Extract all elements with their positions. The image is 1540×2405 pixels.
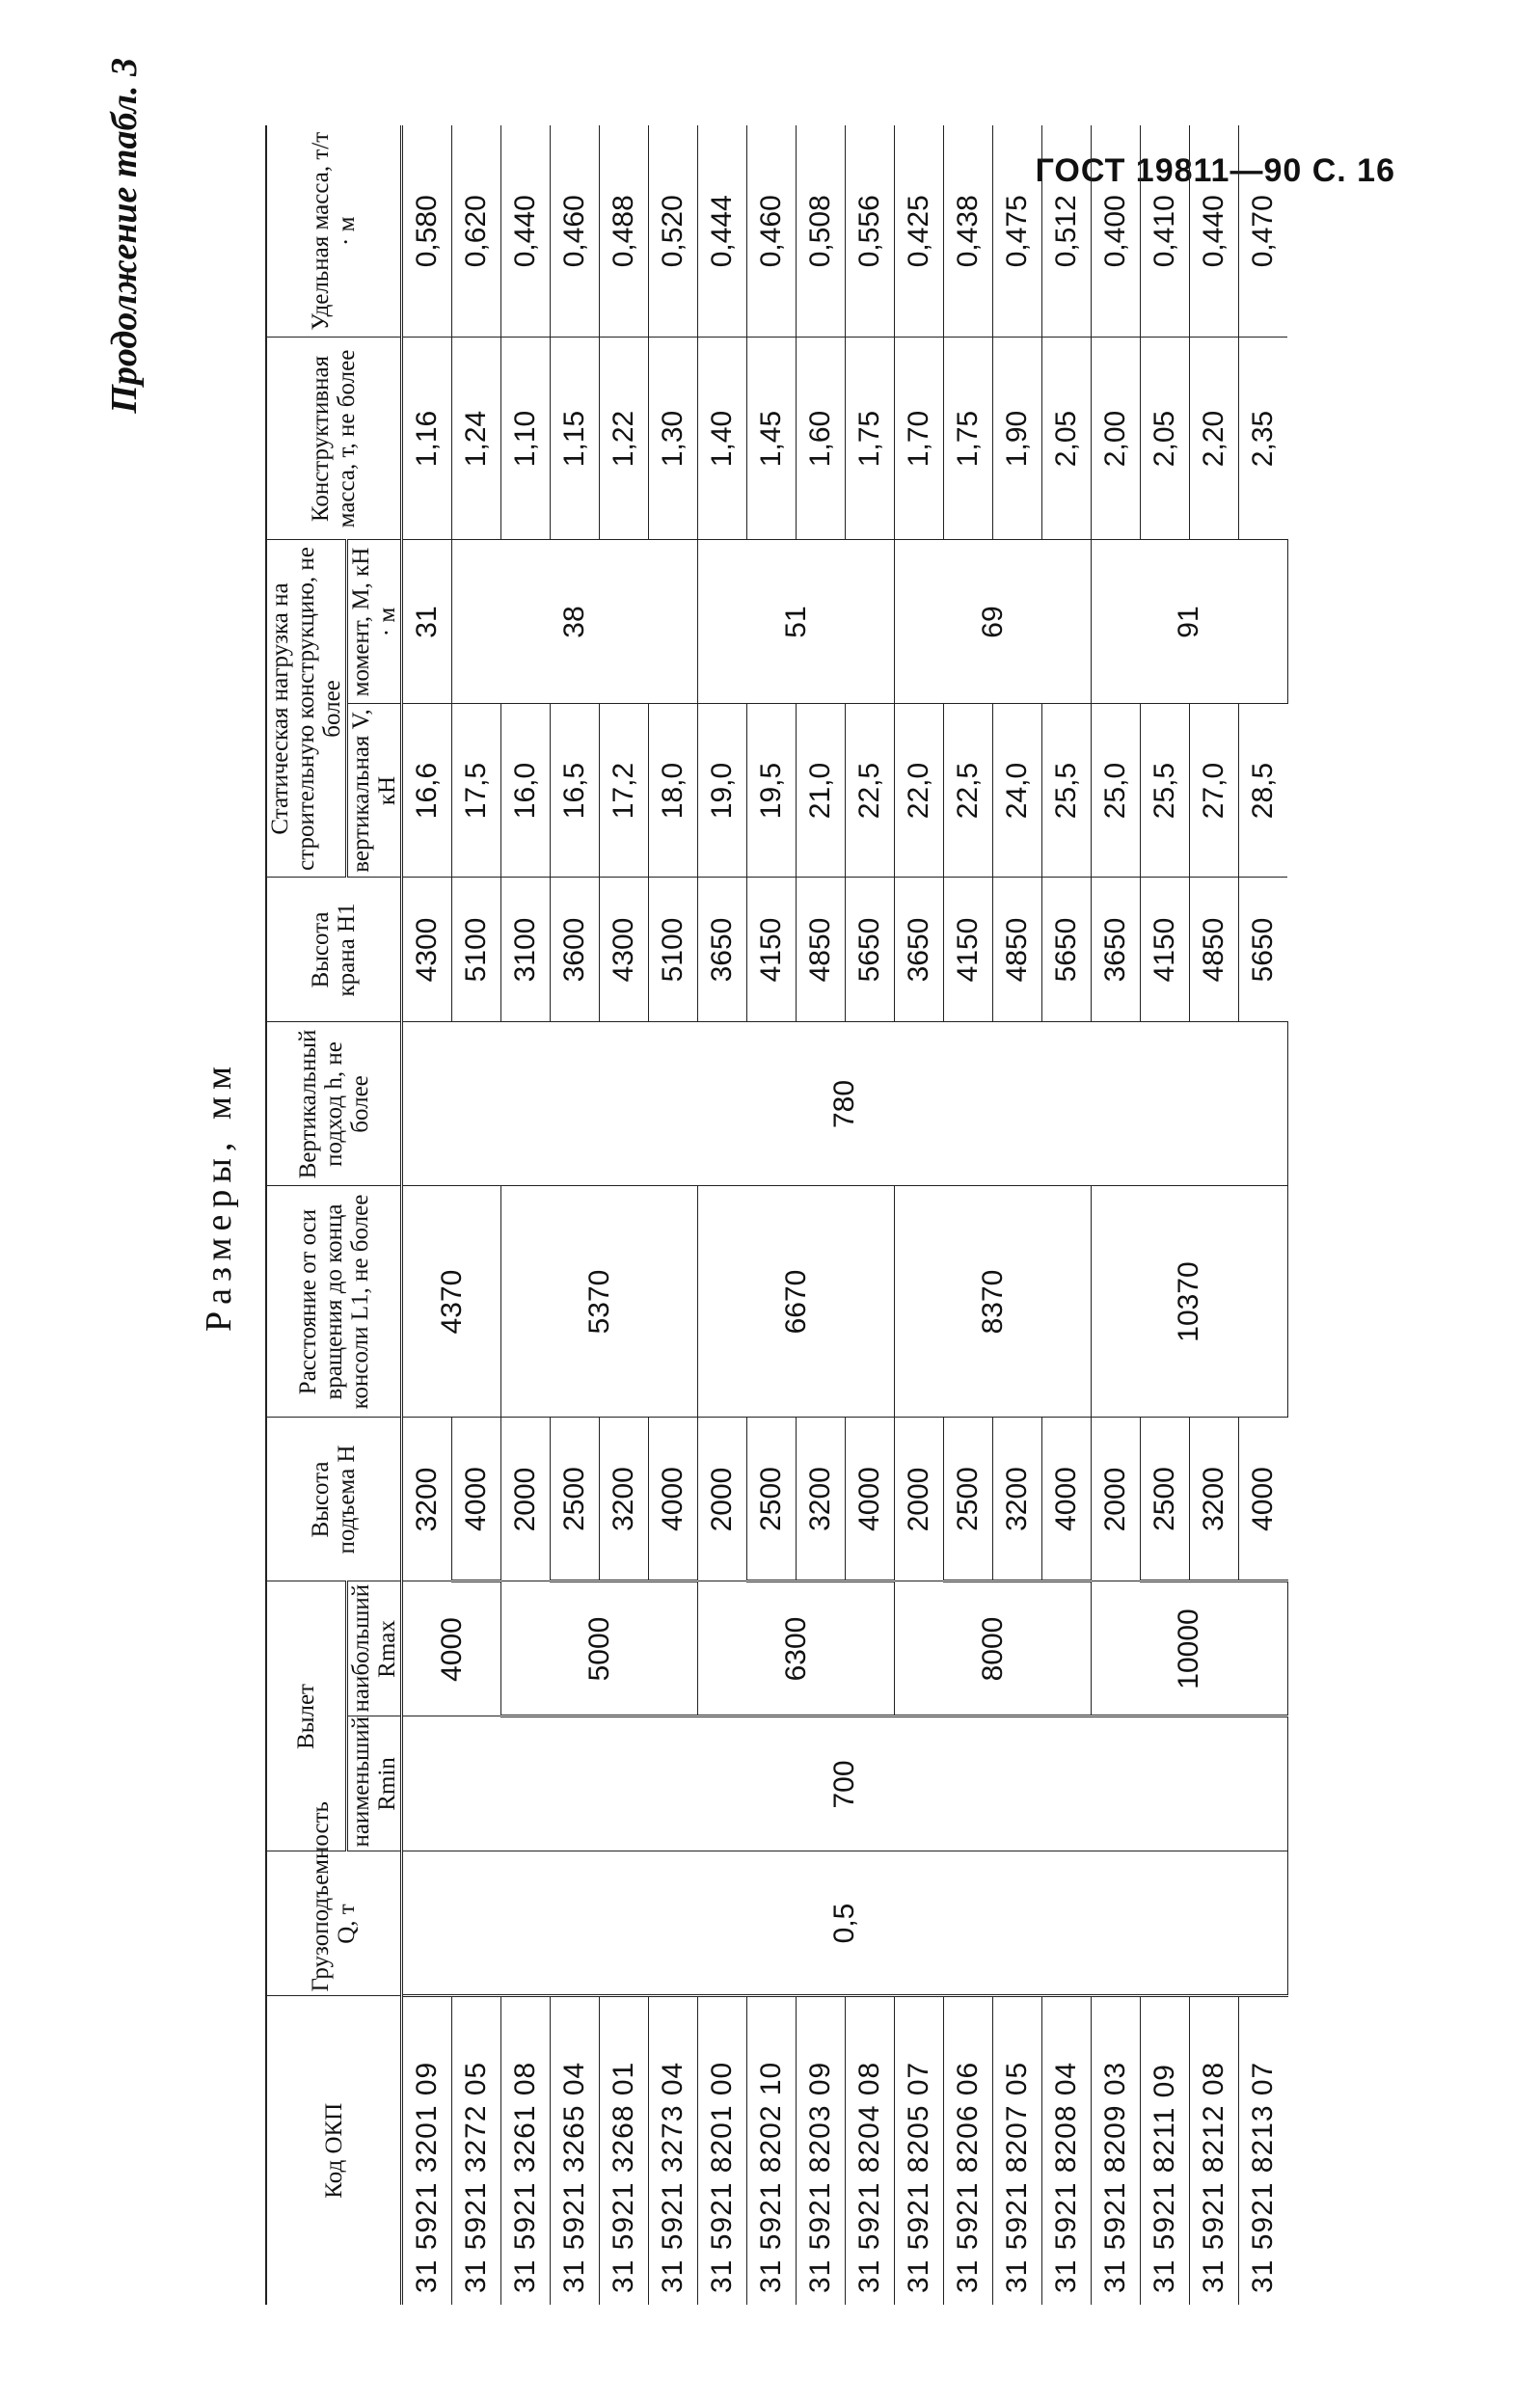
cell-code: 31 5921 8202 10	[747, 1996, 797, 2305]
cell-structural-mass: 1,10	[501, 338, 551, 540]
cell-lift-height: 3200	[600, 1418, 649, 1581]
cell-specific-mass: 0,508	[797, 125, 846, 338]
cell-lift-height: 4000	[452, 1418, 501, 1581]
header-code: Код ОКП	[266, 1996, 402, 2305]
cell-distance: 5370	[501, 1186, 698, 1418]
cell-crane-height: 4850	[993, 878, 1042, 1022]
cell-vertical-load: 27,0	[1190, 704, 1239, 878]
page-header: ГОСТ 19811—90 С. 16	[1035, 152, 1395, 189]
header-moment: момент, M, кН · м	[347, 540, 402, 704]
cell-code: 31 5921 8211 09	[1141, 1996, 1190, 2305]
cell-specific-mass: 0,460	[747, 125, 797, 338]
cell-lift-height: 2000	[698, 1418, 747, 1581]
cell-crane-height: 4850	[797, 878, 846, 1022]
cell-moment: 31	[402, 540, 452, 704]
cell-specific-mass: 0,488	[600, 125, 649, 338]
cell-specific-mass: 0,460	[551, 125, 600, 338]
cell-crane-height: 3600	[551, 878, 600, 1022]
cell-specific-mass: 0,440	[501, 125, 551, 338]
table-body	[402, 125, 1288, 2305]
cell-moment: 91	[1092, 540, 1288, 704]
cell-specific-mass: 0,520	[649, 125, 698, 338]
cell-code: 31 5921 8205 07	[895, 1996, 944, 2305]
header-reach-max: наибольший Rmax	[347, 1581, 402, 1716]
cell-crane-height: 3100	[501, 878, 551, 1022]
cell-vertical-load: 28,5	[1239, 704, 1288, 878]
cell-code: 31 5921 8206 06	[944, 1996, 993, 2305]
cell-crane-height: 4300	[402, 878, 452, 1022]
cell-vertical-load: 22,5	[944, 704, 993, 878]
cell-structural-mass: 2,05	[1141, 338, 1190, 540]
cell-vertical-load: 21,0	[797, 704, 846, 878]
cell-specific-mass: 0,444	[698, 125, 747, 338]
header-row-1	[266, 125, 347, 2305]
cell-crane-height: 5650	[846, 878, 895, 1022]
header-specific-mass: Удельная масса, т/т · м	[266, 125, 402, 338]
cell-distance: 10370	[1092, 1186, 1288, 1418]
cell-vertical-load: 16,0	[501, 704, 551, 878]
cell-crane-height: 4300	[600, 878, 649, 1022]
cell-reach-max: 5000	[501, 1581, 698, 1716]
cell-structural-mass: 2,00	[1092, 338, 1141, 540]
cell-vertical-approach: 780	[402, 1022, 1288, 1186]
cell-crane-height: 3650	[698, 878, 747, 1022]
cell-lift-height: 2500	[551, 1418, 600, 1581]
cell-vertical-load: 19,0	[698, 704, 747, 878]
cell-specific-mass: 0,438	[944, 125, 993, 338]
cell-code: 31 5921 8201 00	[698, 1996, 747, 2305]
cell-specific-mass: 0,440	[1190, 125, 1239, 338]
header-capacity: Грузоподъемность Q, т	[266, 1851, 402, 1996]
cell-structural-mass: 1,45	[747, 338, 797, 540]
cell-code: 31 5921 8208 04	[1042, 1996, 1092, 2305]
cell-lift-height: 2000	[501, 1418, 551, 1581]
cell-reach-max: 4000	[402, 1581, 501, 1716]
cell-vertical-load: 25,0	[1092, 704, 1141, 878]
cell-structural-mass: 1,90	[993, 338, 1042, 540]
table-row	[402, 125, 452, 2305]
cell-lift-height: 2000	[1092, 1418, 1141, 1581]
cell-lift-height: 2000	[895, 1418, 944, 1581]
cell-vertical-load: 16,6	[402, 704, 452, 878]
cell-capacity: 0,5	[402, 1851, 1288, 1996]
cell-code: 31 5921 3261 08	[501, 1996, 551, 2305]
rotated-table-block	[101, 48, 1355, 2363]
cell-crane-height: 5100	[649, 878, 698, 1022]
cell-reach-max: 10000	[1092, 1581, 1288, 1716]
cell-lift-height: 2500	[1141, 1418, 1190, 1581]
cell-crane-height: 4150	[1141, 878, 1190, 1022]
cell-code: 31 5921 3272 05	[452, 1996, 501, 2305]
cell-specific-mass: 0,470	[1239, 125, 1288, 338]
cell-specific-mass: 0,425	[895, 125, 944, 338]
cell-distance: 6670	[698, 1186, 895, 1418]
cell-crane-height: 5650	[1239, 878, 1288, 1022]
cell-vertical-load: 22,5	[846, 704, 895, 878]
cell-distance: 8370	[895, 1186, 1092, 1418]
cell-structural-mass: 2,20	[1190, 338, 1239, 540]
header-structural-mass: Конструктивная масса, т, не более	[266, 338, 402, 540]
cell-code: 31 5921 3268 01	[600, 1996, 649, 2305]
cell-reach-max: 6300	[698, 1581, 895, 1716]
cell-lift-height: 2500	[944, 1418, 993, 1581]
cell-code: 31 5921 3201 09	[402, 1996, 452, 2305]
cell-structural-mass: 1,75	[846, 338, 895, 540]
cell-lift-height: 4000	[649, 1418, 698, 1581]
cell-code: 31 5921 8203 09	[797, 1996, 846, 2305]
cell-lift-height: 2500	[747, 1418, 797, 1581]
cell-structural-mass: 1,24	[452, 338, 501, 540]
dimensions-title: Размеры, мм	[199, 1060, 239, 1333]
header-reach-min: наименьший Rmin	[347, 1716, 402, 1851]
cell-code: 31 5921 3273 04	[649, 1996, 698, 2305]
cell-specific-mass: 0,410	[1141, 125, 1190, 338]
cell-code: 31 5921 3265 04	[551, 1996, 600, 2305]
cell-structural-mass: 1,15	[551, 338, 600, 540]
cell-reach-max: 8000	[895, 1581, 1092, 1716]
cell-vertical-load: 17,2	[600, 704, 649, 878]
header-vertical-load: вертикальная V, кН	[347, 704, 402, 878]
cell-moment: 51	[698, 540, 895, 704]
table-caption: Продолжение табл. 3	[104, 58, 145, 414]
cell-lift-height: 4000	[1239, 1418, 1288, 1581]
cell-structural-mass: 1,16	[402, 338, 452, 540]
cell-structural-mass: 1,40	[698, 338, 747, 540]
cell-vertical-load: 19,5	[747, 704, 797, 878]
cell-vertical-load: 25,5	[1042, 704, 1092, 878]
cell-specific-mass: 0,556	[846, 125, 895, 338]
cell-code: 31 5921 8209 03	[1092, 1996, 1141, 2305]
cell-structural-mass: 1,75	[944, 338, 993, 540]
cell-distance: 4370	[402, 1186, 501, 1418]
cell-vertical-load: 25,5	[1141, 704, 1190, 878]
cell-structural-mass: 1,30	[649, 338, 698, 540]
header-vertical-approach: Вертикальный подход h, не более	[266, 1022, 402, 1186]
cell-lift-height: 3200	[402, 1418, 452, 1581]
cell-lift-height: 3200	[1190, 1418, 1239, 1581]
cell-lift-height: 3200	[797, 1418, 846, 1581]
cell-vertical-load: 24,0	[993, 704, 1042, 878]
cell-crane-height: 4150	[944, 878, 993, 1022]
cell-structural-mass: 1,70	[895, 338, 944, 540]
cell-moment: 38	[452, 540, 698, 704]
header-distance: Расстояние от оси вращения до конца консоли L1, не более	[266, 1186, 402, 1418]
cell-code: 31 5921 8204 08	[846, 1996, 895, 2305]
cell-vertical-load: 16,5	[551, 704, 600, 878]
cell-reach-min: 700	[402, 1716, 1288, 1851]
cell-code: 31 5921 8212 08	[1190, 1996, 1239, 2305]
cell-crane-height: 3650	[895, 878, 944, 1022]
cell-crane-height: 4850	[1190, 878, 1239, 1022]
header-crane-height: Высота крана H1	[266, 878, 402, 1022]
cell-code: 31 5921 8213 07	[1239, 1996, 1288, 2305]
cell-lift-height: 4000	[846, 1418, 895, 1581]
cell-specific-mass: 0,620	[452, 125, 501, 338]
cell-structural-mass: 1,60	[797, 338, 846, 540]
cell-vertical-load: 22,0	[895, 704, 944, 878]
cell-moment: 69	[895, 540, 1092, 704]
cell-structural-mass: 1,22	[600, 338, 649, 540]
header-static-load: Статическая нагрузка на строительную конструкцию, не более	[266, 540, 347, 878]
cell-vertical-load: 18,0	[649, 704, 698, 878]
cell-structural-mass: 2,35	[1239, 338, 1288, 540]
header-lift-height: Высота подъема H	[266, 1418, 402, 1581]
cell-crane-height: 5100	[452, 878, 501, 1022]
cell-vertical-load: 17,5	[452, 704, 501, 878]
cell-specific-mass: 0,580	[402, 125, 452, 338]
crane-specs-table	[265, 125, 1288, 2305]
header-reach: Вылет	[266, 1581, 347, 1851]
cell-crane-height: 4150	[747, 878, 797, 1022]
cell-specific-mass: 0,512	[1042, 125, 1092, 338]
cell-crane-height: 5650	[1042, 878, 1092, 1022]
cell-lift-height: 4000	[1042, 1418, 1092, 1581]
cell-specific-mass: 0,400	[1092, 125, 1141, 338]
cell-lift-height: 3200	[993, 1418, 1042, 1581]
cell-crane-height: 3650	[1092, 878, 1141, 1022]
cell-specific-mass: 0,475	[993, 125, 1042, 338]
cell-code: 31 5921 8207 05	[993, 1996, 1042, 2305]
cell-structural-mass: 2,05	[1042, 338, 1092, 540]
